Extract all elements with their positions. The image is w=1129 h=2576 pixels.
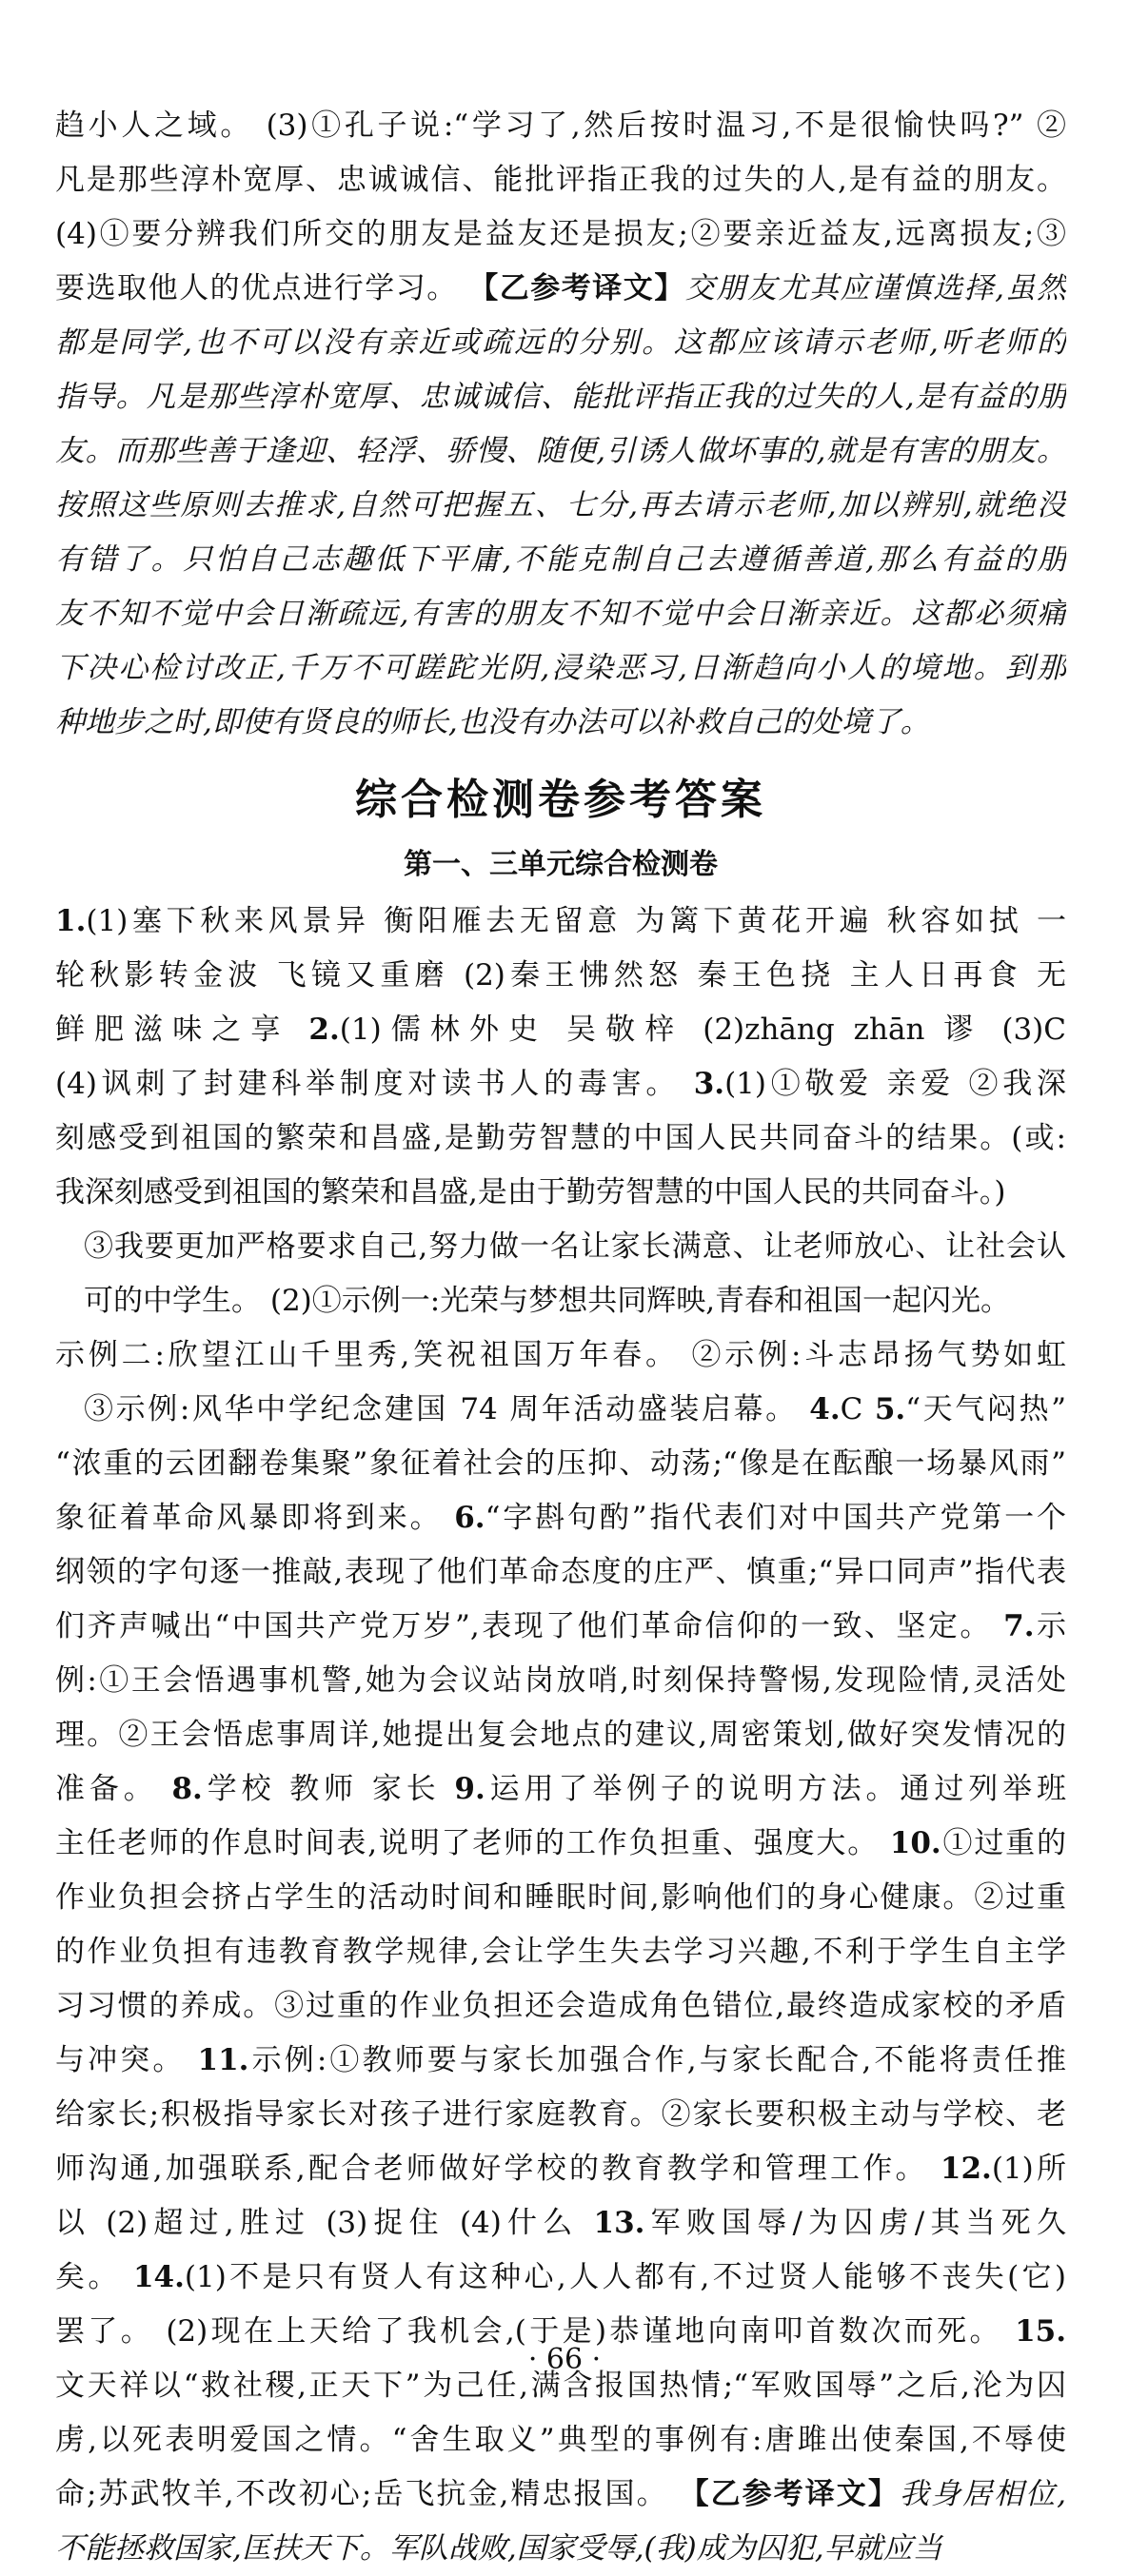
text-line	[55, 207, 1066, 262]
text-line	[55, 641, 1066, 696]
line-text: 命;苏武牧羊,不改初心;岳飞抗金,精忠报国。	[55, 2477, 680, 2511]
line-text: 作业负担会挤占学生的活动时间和睡眠时间,影响他们的身心健康。②过重	[55, 1880, 1066, 1915]
section-title: 综合检测卷参考答案	[355, 776, 766, 824]
line-text: 主任老师的作息时间表,说明了老师的工作负担重、强度大。	[55, 1826, 890, 1860]
answer-line	[55, 1600, 1066, 1654]
text-line	[55, 99, 1066, 153]
line-text: 虏,以死表明爱国之情。“舍生取义”典型的事例有:唐雎出使秦国,不辱使	[55, 2423, 1066, 2457]
question-number: 10.	[889, 1826, 941, 1860]
answer-line	[55, 1383, 1066, 1437]
line-text: 按照这些原则去推求,自然可把握五、七分,再去请示老师,加以辨别,就绝没	[55, 488, 1066, 522]
line-text: 师沟通,加强联系,配合老师做好学校的教育教学和管理工作。	[55, 2152, 941, 2186]
line-text: (1)塞下秋来风景异 衡阳雁去无留意 为篱下黄花开遍 秋容如拭 一	[86, 904, 1066, 938]
line-text: “字斟句酌”指代表们对中国共产党第一个	[485, 1501, 1066, 1535]
answer-line	[55, 1491, 1066, 1545]
line-text: 例:①王会悟遇事机警,她为会议站岗放哨,时刻保持警惕,发现险情,灵活处	[55, 1663, 1066, 1698]
answer-line	[55, 1328, 1066, 1383]
line-text: 示例:①教师要与家长加强合作,与家长配合,不能将责任推	[248, 2043, 1066, 2077]
question-number: 8.	[171, 1772, 203, 1806]
line-text: 轮秋影转金波 飞镜又重磨 (2)秦王怫然怒 秦王色挠 主人日再食 无	[55, 958, 1066, 993]
line-text: 象征着革命风暴即将到来。	[55, 1501, 455, 1535]
previous-translation-block	[55, 99, 1066, 750]
line-text: 我身居相位,	[899, 2477, 1066, 2511]
answer-line	[55, 1762, 1066, 1817]
question-number: 13.	[593, 2206, 645, 2240]
line-text: 趋小人之域。 (3)①孔子说:“学习了,然后按时温习,不是很愉快吗?” ②	[55, 108, 1066, 143]
line-text: 准备。	[55, 1772, 172, 1806]
question-number: 2.	[308, 1013, 340, 1047]
text-line	[55, 153, 1066, 207]
text-line	[55, 262, 1066, 316]
line-text: 纲领的字句逐一推敲,表现了他们革命态度的庄严、慎重;“异口同声”指代表	[55, 1555, 1066, 1589]
line-text: 运用了举例子的说明方法。通过列举班	[485, 1772, 1066, 1806]
answer-line	[55, 1437, 1066, 1491]
question-number: 6.	[454, 1501, 485, 1535]
line-text: (4)①要分辨我们所交的朋友是益友还是损友;②要亲近益友,远离损友;③	[55, 217, 1066, 251]
line-text: (1)所	[991, 2152, 1066, 2186]
answer-line	[55, 1220, 1066, 1274]
answer-line	[55, 1979, 1066, 2034]
answer-line	[55, 1111, 1066, 1166]
text-line	[55, 479, 1066, 533]
translation-label: 【乙参考译文】	[679, 2477, 900, 2511]
line-text: 鲜肥滋味之享	[55, 1013, 309, 1047]
answer-line	[55, 895, 1066, 949]
line-text: 不能拯救国家,匡扶天下。军队战败,国家受辱,(我)成为囚犯,早就应当	[55, 2531, 942, 2566]
text-line	[55, 424, 1066, 479]
line-text: 下决心检讨改正,千万不可蹉跎光阴,浸染恶习,日渐趋向小人的境地。到那	[55, 651, 1066, 685]
line-text: 理。②王会悟虑事周详,她提出复会地点的建议,周密策划,做好突发情况的	[55, 1718, 1066, 1752]
text-line	[55, 696, 1066, 750]
text-line	[55, 316, 1066, 370]
question-number: 11.	[197, 2043, 249, 2077]
line-text: (1)①敬爱 亲爱 ②我深	[724, 1067, 1066, 1101]
line-text: 可的中学生。 (2)①示例一:光荣与梦想共同辉映,青春和祖国一起闪光。	[84, 1284, 1011, 1318]
question-number: 15.	[1015, 2314, 1066, 2349]
line-text: 军败国辱/为囚虏/其当死久	[644, 2206, 1066, 2240]
question-number: 14.	[132, 2260, 185, 2294]
answer-line	[55, 1003, 1066, 1057]
answer-line	[55, 1708, 1066, 1762]
answer-line	[55, 1057, 1066, 1111]
line-text: ①过重的	[941, 1826, 1066, 1860]
line-text: ③示例:风华中学纪念建国 74 周年活动盛装启幕。	[84, 1392, 810, 1426]
text-line	[55, 533, 1066, 587]
line-text: 的作业负担有违教育教学规律,会让学生失去学习兴趣,不利于学生自主学	[55, 1935, 1066, 1969]
line-text: 们齐声喊出“中国共产党万岁”,表现了他们革命信仰的一致、坚定。	[55, 1609, 1004, 1643]
line-text: “天气闷热”	[905, 1392, 1066, 1426]
answer-block	[55, 895, 1066, 2576]
question-number: 4.	[809, 1392, 841, 1426]
answer-line	[55, 1166, 1066, 1220]
line-text: 刻感受到祖国的繁荣和昌盛,是勤劳智慧的中国人民共同奋斗的结果。(或:	[55, 1121, 1066, 1155]
answer-line	[55, 1654, 1066, 1708]
line-text: 学校 教师 家长	[202, 1772, 455, 1806]
line-text: 指导。凡是那些淳朴宽厚、忠诚诚信、能批评指正我的过失的人,是有益的朋	[55, 380, 1066, 414]
answer-line	[55, 2468, 1066, 2522]
line-text: 示	[1034, 1609, 1066, 1643]
question-number: 1.	[55, 904, 87, 938]
answer-line	[55, 1545, 1066, 1600]
answer-line	[55, 2251, 1066, 2305]
line-text: 友。而那些善于逢迎、轻浮、骄慢、随便,引诱人做坏事的,就是有害的朋友。	[55, 434, 1066, 468]
line-text: 习习惯的养成。③过重的作业负担还会造成角色错位,最终造成家校的矛盾	[55, 1989, 1066, 2023]
answer-line	[55, 1817, 1066, 1871]
line-text: C	[840, 1392, 875, 1426]
answer-line	[55, 2196, 1066, 2251]
line-text: (4)讽刺了封建科举制度对读书人的毒害。	[55, 1067, 694, 1101]
answer-line	[55, 1925, 1066, 1979]
answer-line	[55, 1274, 1066, 1328]
answer-line	[55, 2088, 1066, 2142]
line-text: (1)不是只有贤人有这种心,人人都有,不过贤人能够不丧失(它)	[184, 2260, 1066, 2294]
answer-line	[55, 2142, 1066, 2196]
line-text: 给家长;积极指导家长对孩子进行家庭教育。②家长要积极主动与学校、老	[55, 2097, 1066, 2132]
line-text: 友不知不觉中会日渐疏远,有害的朋友不知不觉中会日渐亲近。这都必须痛	[55, 597, 1066, 631]
line-text: 我深刻感受到祖国的繁荣和昌盛,是由于勤劳智慧的中国人民的共同奋斗。)	[55, 1175, 1006, 1209]
text-line	[55, 370, 1066, 424]
page-number: · 66 ·	[527, 2343, 602, 2376]
line-text: (1)儒林外史 吴敬梓 (2)zhāng zhān 谬 (3)C	[339, 1013, 1066, 1047]
answer-line	[55, 949, 1066, 1003]
answer-line	[55, 1871, 1066, 1925]
text-line	[55, 587, 1066, 641]
line-text: 与冲突。	[55, 2043, 198, 2077]
line-text: 文天祥以“救社稷,正天下”为己任,满含报国热情;“军败国辱”之后,沦为囚	[55, 2369, 1066, 2403]
line-text: 以 (2)超过,胜过 (3)捉住 (4)什么	[55, 2206, 594, 2240]
line-text: 都是同学,也不可以没有亲近或疏远的分别。这都应该请示老师,听老师的	[55, 325, 1066, 360]
translation-label: 【乙参考译文】	[468, 271, 685, 305]
line-text: 罢了。 (2)现在上天给了我机会,(于是)恭谨地向南叩首数次而死。	[55, 2314, 1016, 2349]
line-text: 种地步之时,即使有贤良的师长,也没有办法可以补救自己的处境了。	[55, 705, 930, 739]
answer-line	[55, 2522, 1066, 2576]
line-text: “浓重的云团翻卷集聚”象征着社会的压抑、动荡;“像是在酝酿一场暴风雨”	[55, 1446, 1066, 1481]
answer-line	[55, 2413, 1066, 2468]
line-text: 凡是那些淳朴宽厚、忠诚诚信、能批评指正我的过失的人,是有益的朋友。	[55, 163, 1066, 197]
question-number: 9.	[454, 1772, 485, 1806]
line-text: 要选取他人的优点进行学习。	[55, 271, 469, 305]
section-subtitle: 第一、三单元综合检测卷	[404, 848, 718, 881]
line-text: 示例二:欣望江山千里秀,笑祝祖国万年春。 ②示例:斗志昂扬气势如虹	[55, 1338, 1066, 1372]
question-number: 12.	[940, 2152, 992, 2186]
line-text: 矣。	[55, 2260, 133, 2294]
line-text: ③我要更加严格要求自己,努力做一名让家长满意、让老师放心、让社会认	[84, 1229, 1066, 1264]
answer-line	[55, 2034, 1066, 2088]
question-number: 5.	[874, 1392, 906, 1426]
question-number: 7.	[1003, 1609, 1035, 1643]
line-text: 有错了。只怕自己志趣低下平庸,不能克制自己去遵循善道,那么有益的朋	[55, 542, 1066, 577]
line-text: 交朋友尤其应谨慎选择,虽然	[684, 271, 1066, 305]
question-number: 3.	[693, 1067, 725, 1101]
